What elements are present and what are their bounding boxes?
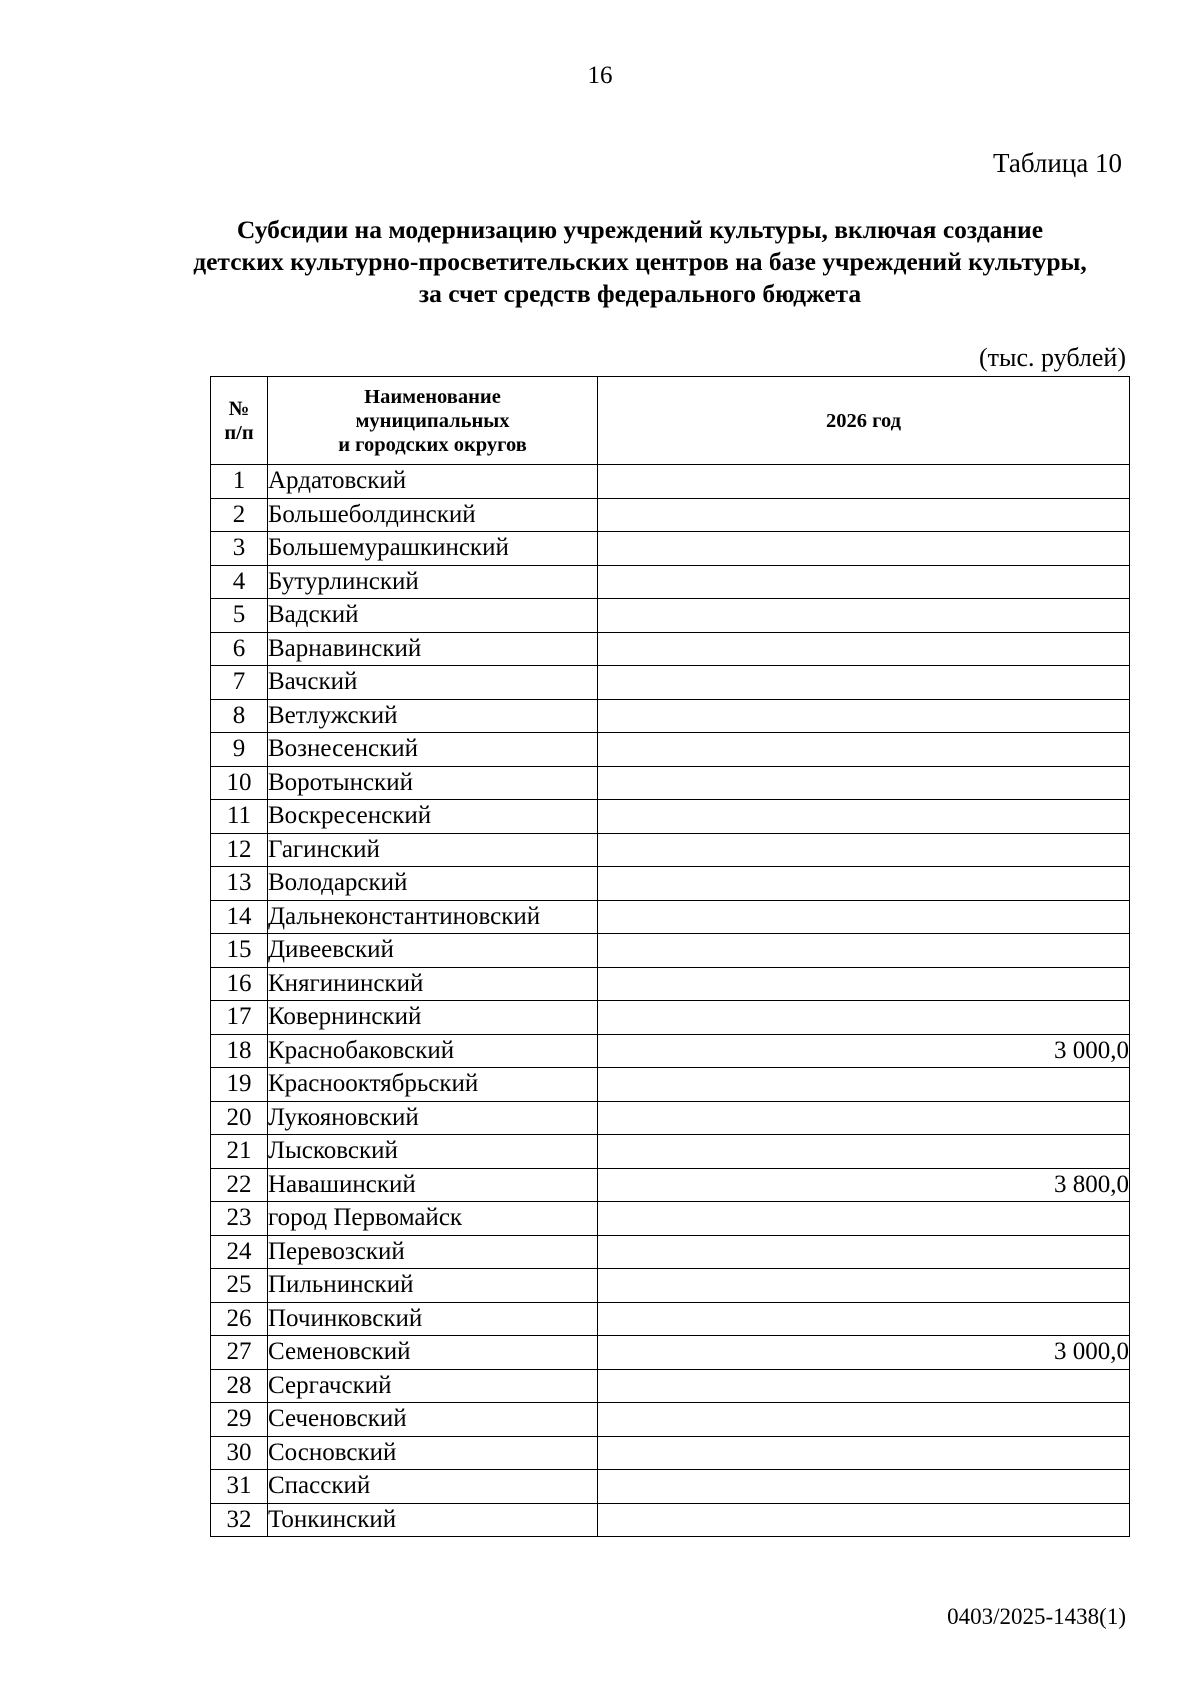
table-row bbox=[211, 1470, 1130, 1504]
row-number: 25 bbox=[211, 1269, 268, 1303]
row-name: Воротынский bbox=[268, 766, 598, 800]
table-row bbox=[211, 1403, 1130, 1437]
row-value bbox=[598, 565, 1130, 599]
table-row bbox=[211, 1302, 1130, 1336]
row-value bbox=[598, 934, 1130, 968]
row-name: Семеновский bbox=[268, 1336, 598, 1370]
row-number: 10 bbox=[211, 766, 268, 800]
row-number: 12 bbox=[211, 833, 268, 867]
row-number: 19 bbox=[211, 1068, 268, 1102]
row-number: 7 bbox=[211, 666, 268, 700]
row-value bbox=[598, 1135, 1130, 1169]
row-value bbox=[598, 465, 1130, 499]
units-label: (тыс. рублей) bbox=[978, 343, 1126, 372]
row-number: 8 bbox=[211, 699, 268, 733]
row-name: Большеболдинский bbox=[268, 498, 598, 532]
row-value bbox=[598, 1068, 1130, 1102]
row-number: 1 bbox=[211, 465, 268, 499]
row-number: 11 bbox=[211, 800, 268, 834]
row-number: 9 bbox=[211, 733, 268, 767]
row-value bbox=[598, 967, 1130, 1001]
row-name: Краснооктябрьский bbox=[268, 1068, 598, 1102]
row-name: Пильнинский bbox=[268, 1269, 598, 1303]
row-name: Большемурашкинский bbox=[268, 532, 598, 566]
table-row bbox=[211, 1068, 1130, 1102]
table-title: Субсидии на модернизацию учреждений культуры, включая создание детских культурно-просветительских центров на базе учреждений культуры, за счет средств федерального бюджета bbox=[193, 215, 1087, 308]
row-name: Гагинский bbox=[268, 833, 598, 867]
row-name: Лысковский bbox=[268, 1135, 598, 1169]
row-number: 20 bbox=[211, 1101, 268, 1135]
row-number: 31 bbox=[211, 1470, 268, 1504]
row-number: 30 bbox=[211, 1436, 268, 1470]
header-number-line1: № bbox=[228, 397, 250, 420]
row-value bbox=[598, 766, 1130, 800]
row-value bbox=[598, 1403, 1130, 1437]
row-value bbox=[598, 1001, 1130, 1035]
row-name: Володарский bbox=[268, 867, 598, 901]
row-number: 2 bbox=[211, 498, 268, 532]
header-name bbox=[268, 377, 598, 465]
table-row bbox=[211, 565, 1130, 599]
row-number: 15 bbox=[211, 934, 268, 968]
row-name: Вознесенский bbox=[268, 733, 598, 767]
table-row bbox=[211, 1135, 1130, 1169]
row-number: 17 bbox=[211, 1001, 268, 1035]
row-value bbox=[598, 867, 1130, 901]
row-value bbox=[598, 498, 1130, 532]
row-name: Тонкинский bbox=[268, 1503, 598, 1537]
row-name: Бутурлинский bbox=[268, 565, 598, 599]
header-name-line3: и городских округов bbox=[338, 433, 527, 456]
table-row bbox=[211, 800, 1130, 834]
table-row bbox=[211, 766, 1130, 800]
row-name: Сеченовский bbox=[268, 1403, 598, 1437]
table-row bbox=[211, 967, 1130, 1001]
row-number: 6 bbox=[211, 632, 268, 666]
row-name: Княгининский bbox=[268, 967, 598, 1001]
row-number: 23 bbox=[211, 1202, 268, 1236]
row-name: Ковернинский bbox=[268, 1001, 598, 1035]
row-value: 3 800,0 bbox=[598, 1168, 1130, 1202]
table-row bbox=[211, 532, 1130, 566]
row-name: Перевозский bbox=[268, 1235, 598, 1269]
row-value bbox=[598, 1436, 1130, 1470]
row-name: Сосновский bbox=[268, 1436, 598, 1470]
table-row bbox=[211, 1503, 1130, 1537]
header-name-line1: Наименование bbox=[364, 385, 501, 408]
row-number: 29 bbox=[211, 1403, 268, 1437]
header-year: 2026 год bbox=[598, 377, 1130, 465]
row-number: 3 bbox=[211, 532, 268, 566]
table-row bbox=[211, 1369, 1130, 1403]
header-number bbox=[211, 377, 268, 465]
table-row bbox=[211, 498, 1130, 532]
row-value bbox=[598, 1269, 1130, 1303]
row-value bbox=[598, 800, 1130, 834]
row-number: 16 bbox=[211, 967, 268, 1001]
row-value bbox=[598, 699, 1130, 733]
table-row bbox=[211, 1269, 1130, 1303]
row-number: 18 bbox=[211, 1034, 268, 1068]
page-number: 16 bbox=[587, 62, 613, 89]
row-value bbox=[598, 900, 1130, 934]
table-row bbox=[211, 1336, 1130, 1370]
row-number: 26 bbox=[211, 1302, 268, 1336]
table-row bbox=[211, 733, 1130, 767]
table-body bbox=[211, 465, 1130, 1537]
row-value bbox=[598, 599, 1130, 633]
table-row bbox=[211, 1202, 1130, 1236]
table-row bbox=[211, 699, 1130, 733]
row-number: 28 bbox=[211, 1369, 268, 1403]
row-number: 4 bbox=[211, 565, 268, 599]
row-name: Починковский bbox=[268, 1302, 598, 1336]
row-name: Навашинский bbox=[268, 1168, 598, 1202]
row-number: 13 bbox=[211, 867, 268, 901]
table-row bbox=[211, 1235, 1130, 1269]
row-name: Ветлужский bbox=[268, 699, 598, 733]
row-value bbox=[598, 1202, 1130, 1236]
row-name: Дивеевский bbox=[268, 934, 598, 968]
row-name: Сергачский bbox=[268, 1369, 598, 1403]
table-row bbox=[211, 867, 1130, 901]
table-row bbox=[211, 465, 1130, 499]
row-value bbox=[598, 833, 1130, 867]
table-row bbox=[211, 1168, 1130, 1202]
row-number: 22 bbox=[211, 1168, 268, 1202]
table-row bbox=[211, 599, 1130, 633]
table-row bbox=[211, 632, 1130, 666]
row-number: 14 bbox=[211, 900, 268, 934]
row-value bbox=[598, 1470, 1130, 1504]
row-number: 24 bbox=[211, 1235, 268, 1269]
row-value bbox=[598, 1235, 1130, 1269]
header-number-line2: п/п bbox=[224, 421, 254, 444]
row-number: 27 bbox=[211, 1336, 268, 1370]
row-name: Ардатовский bbox=[268, 465, 598, 499]
row-name: город Первомайск bbox=[268, 1202, 598, 1236]
table-row bbox=[211, 666, 1130, 700]
table-row bbox=[211, 833, 1130, 867]
row-value bbox=[598, 1369, 1130, 1403]
table-row bbox=[211, 1001, 1130, 1035]
row-name: Варнавинский bbox=[268, 632, 598, 666]
table-label: Таблица 10 bbox=[993, 148, 1122, 178]
row-number: 5 bbox=[211, 599, 268, 633]
row-name: Спасский bbox=[268, 1470, 598, 1504]
row-value bbox=[598, 1302, 1130, 1336]
document-code: 0403/2025-1438(1) bbox=[947, 1604, 1126, 1629]
row-value bbox=[598, 532, 1130, 566]
row-name: Лукояновский bbox=[268, 1101, 598, 1135]
row-name: Дальнеконстантиновский bbox=[268, 900, 598, 934]
table-row bbox=[211, 1034, 1130, 1068]
row-value: 3 000,0 bbox=[598, 1336, 1130, 1370]
table-row bbox=[211, 1101, 1130, 1135]
row-value bbox=[598, 1503, 1130, 1537]
row-value bbox=[598, 666, 1130, 700]
row-number: 21 bbox=[211, 1135, 268, 1169]
subsidy-table bbox=[210, 376, 1130, 1537]
row-name: Вачский bbox=[268, 666, 598, 700]
table-row bbox=[211, 1436, 1130, 1470]
row-value: 3 000,0 bbox=[598, 1034, 1130, 1068]
table-row bbox=[211, 900, 1130, 934]
row-value bbox=[598, 632, 1130, 666]
row-value bbox=[598, 733, 1130, 767]
header-name-line2: муниципальных bbox=[355, 409, 510, 432]
row-number: 32 bbox=[211, 1503, 268, 1537]
table-row bbox=[211, 934, 1130, 968]
row-name: Краснобаковский bbox=[268, 1034, 598, 1068]
table-header-row bbox=[211, 377, 1130, 465]
row-name: Вадский bbox=[268, 599, 598, 633]
row-value bbox=[598, 1101, 1130, 1135]
row-name: Воскресенский bbox=[268, 800, 598, 834]
